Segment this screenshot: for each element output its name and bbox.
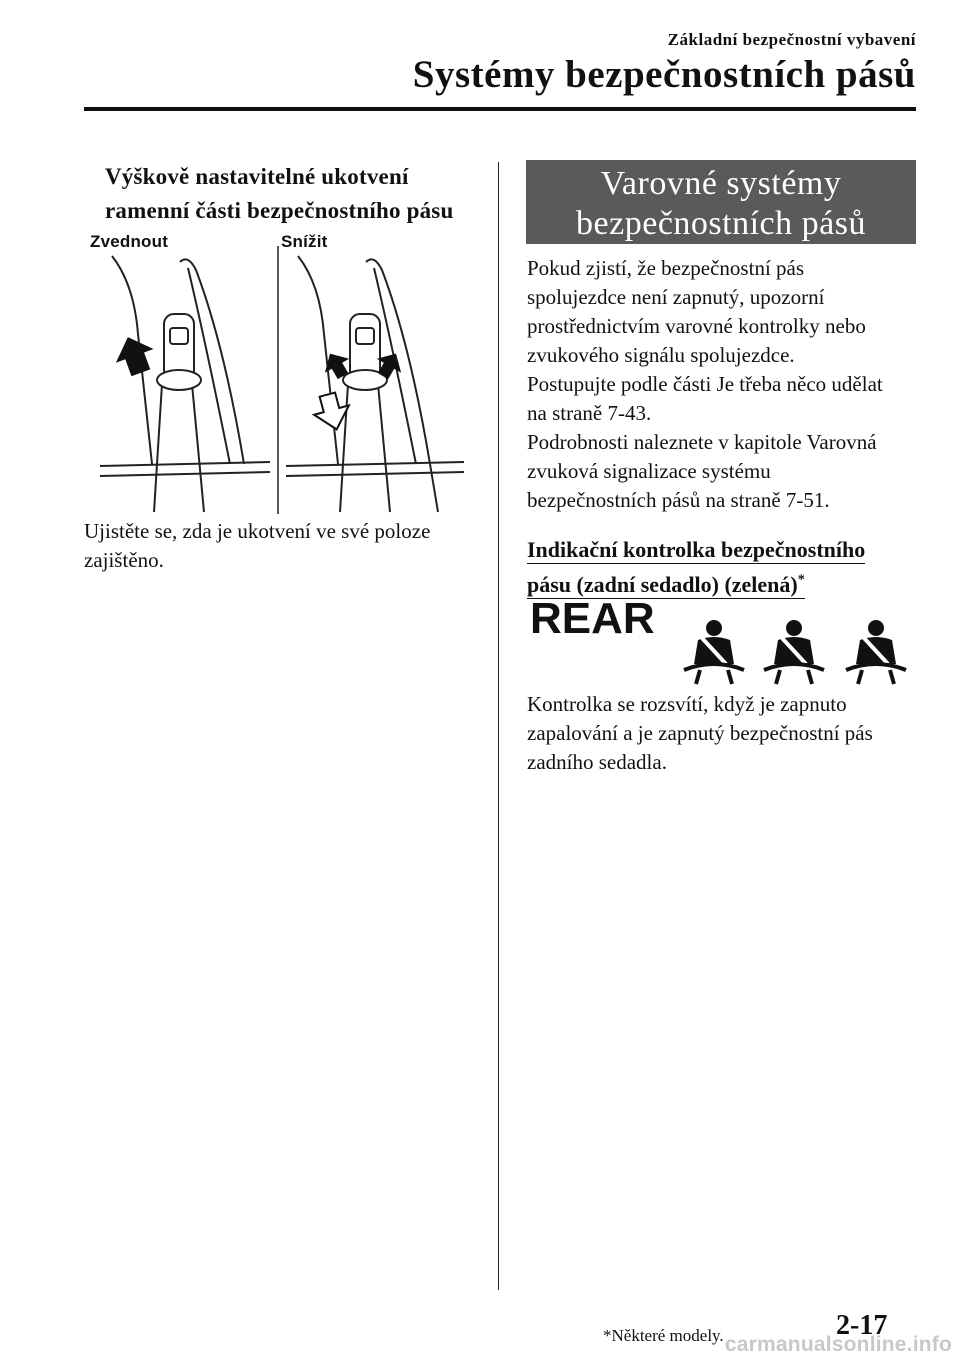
left-body-text [84,517,484,575]
paragraph-line: bezpečnostních pásů na straně 7-51. [527,488,830,512]
heading-line: Indikační kontrolka bezpečnostního [527,537,866,562]
watermark: carmanualsonline.info [724,1333,952,1356]
footnote: *Některé modely. [603,1326,724,1345]
paragraph-line: Pokud zjistí, že bezpečnostní pás [527,256,805,280]
column-divider [498,162,499,1290]
seatbelt-icon [844,618,908,688]
page-number: 2-17 [836,1310,888,1341]
heading-line: Výškově nastavitelné ukotvení [105,164,409,189]
heading-line: ramenní části bezpečnostního pásu [105,198,454,223]
seatbelt-icon [682,618,746,688]
warning-systems-banner [526,160,916,244]
body-line: Kontrolka se rozsvítí, když je zapnuto [527,692,847,716]
anchor-adjust-heading [105,160,485,228]
banner-line: bezpečnostních pásů [576,205,866,242]
rear-indicator-text [527,690,917,777]
page-title: Systémy bezpečnostních pásů [412,53,916,96]
warning-systems-text [527,254,917,515]
figure-label-lower: Snížit [281,232,328,251]
footnote-marker: * [797,573,805,588]
paragraph-line: Postupujte podle části Je třeba něco udělat [527,372,883,396]
heading-line: pásu (zadní sedadlo) (zelená) [527,572,798,598]
anchor-adjust-figure [84,224,484,516]
body-line: Ujistěte se, zda je ukotvení ve své poloze [84,519,431,543]
paragraph-line: zvukového signálu spolujezdce. [527,343,795,367]
paragraph-line: spolujezdce není zapnutý, upozorní [527,285,825,309]
body-line: zajištěno. [84,548,164,572]
body-line: zapalování a je zapnutý bezpečnostní pás [527,721,873,745]
section-label: Základní bezpečnostní vybavení [667,30,916,49]
header-rule [84,107,916,111]
paragraph-line: prostřednictvím varovné kontrolky nebo [527,314,866,338]
paragraph-line: Podrobnosti naleznete v kapitole Varovná [527,430,877,454]
body-line: zadního sedadla. [527,750,667,774]
seatbelt-anchor-illustration [84,224,484,516]
paragraph-line: na straně 7-43. [527,401,652,425]
rear-indicator-heading [527,534,917,600]
paragraph-line: zvuková signalizace systému [527,459,771,483]
rear-label: REAR [530,594,655,643]
figure-label-raise: Zvednout [90,232,169,251]
seatbelt-icon [762,618,826,688]
banner-line: Varovné systémy [600,165,842,202]
